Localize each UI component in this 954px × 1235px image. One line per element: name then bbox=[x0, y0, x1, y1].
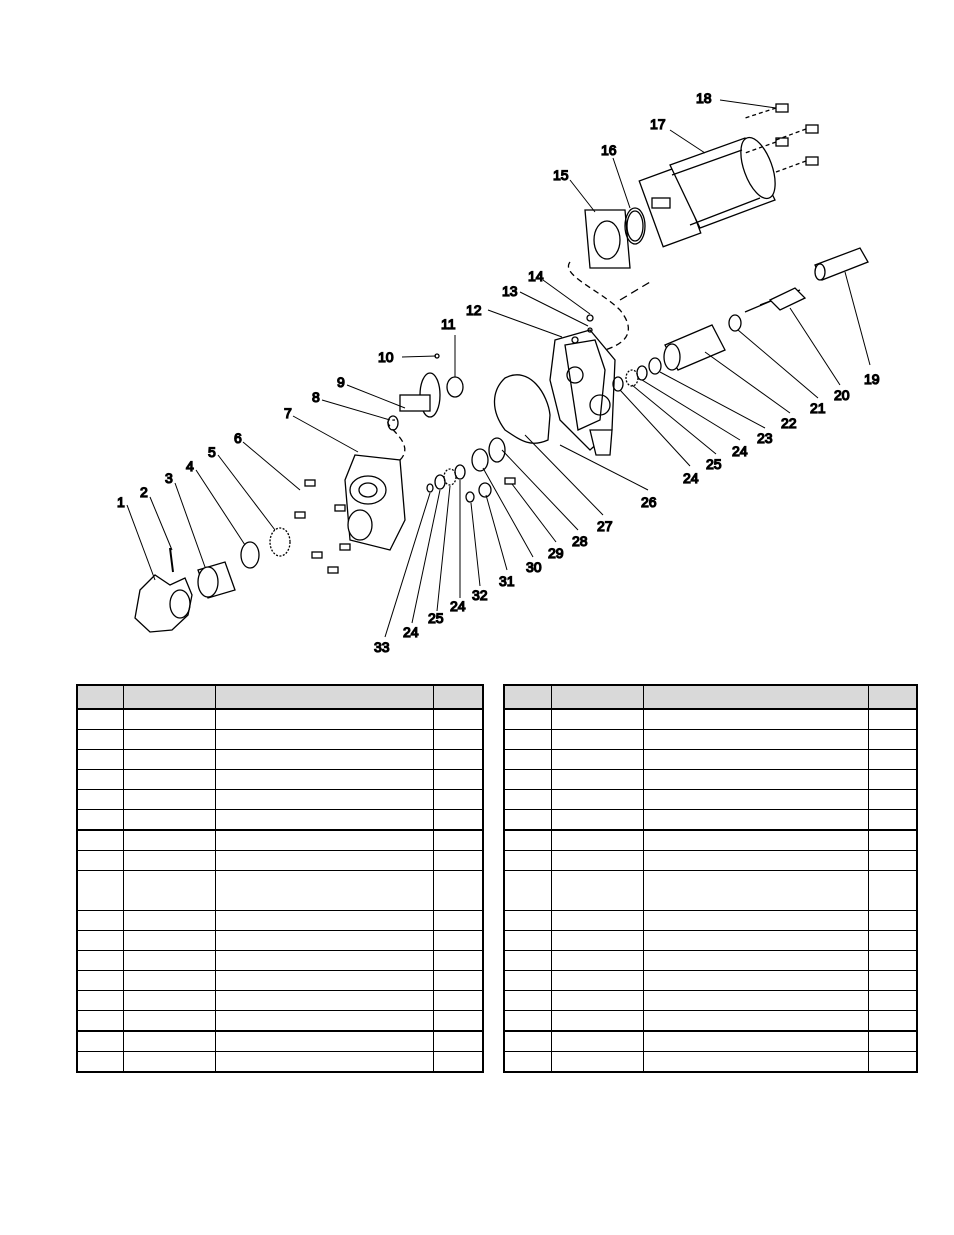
screw-group-6 bbox=[295, 480, 350, 573]
table-row bbox=[77, 931, 483, 951]
table-row bbox=[504, 871, 917, 911]
table-cell bbox=[123, 851, 215, 871]
callout-10: 10 bbox=[378, 349, 394, 365]
table-cell bbox=[551, 790, 643, 810]
column-header bbox=[869, 685, 917, 709]
table-cell bbox=[551, 871, 643, 911]
o-ring-16 bbox=[625, 208, 645, 244]
table-cell bbox=[551, 830, 643, 851]
table-cell bbox=[434, 730, 483, 750]
table-cell bbox=[216, 911, 434, 931]
table-cell bbox=[77, 1031, 123, 1052]
table-cell bbox=[77, 931, 123, 951]
table-cell bbox=[216, 730, 434, 750]
table-cell bbox=[504, 770, 551, 790]
table-row bbox=[504, 971, 917, 991]
table-row bbox=[504, 709, 917, 730]
table-cell bbox=[869, 730, 917, 750]
callout-32: 32 bbox=[472, 587, 488, 603]
table-cell bbox=[434, 951, 483, 971]
table-cell bbox=[551, 1011, 643, 1032]
callout-5: 5 bbox=[208, 444, 216, 460]
callout-28: 28 bbox=[572, 533, 588, 549]
column-header bbox=[216, 685, 434, 709]
callout-11: 11 bbox=[441, 316, 456, 332]
table-cell bbox=[216, 991, 434, 1011]
table-cell bbox=[216, 871, 434, 911]
table-cell bbox=[551, 709, 643, 730]
table-cell bbox=[504, 931, 551, 951]
table-cell bbox=[504, 871, 551, 911]
table-cell bbox=[504, 951, 551, 971]
table-cell bbox=[123, 911, 215, 931]
table-cell bbox=[551, 971, 643, 991]
table-cell bbox=[77, 951, 123, 971]
table-cell bbox=[434, 790, 483, 810]
table-cell bbox=[869, 871, 917, 911]
table-row bbox=[77, 1031, 483, 1052]
table-cell bbox=[644, 851, 869, 871]
table-cell bbox=[551, 1031, 643, 1052]
pin-2 bbox=[170, 548, 173, 572]
table-cell bbox=[551, 931, 643, 951]
parts-table-right bbox=[503, 684, 918, 1073]
parts-table-left bbox=[76, 684, 484, 1073]
table-cell bbox=[869, 1011, 917, 1032]
table-cell bbox=[644, 830, 869, 851]
table-cell bbox=[434, 1031, 483, 1052]
table-cell bbox=[869, 991, 917, 1011]
table-row bbox=[504, 1031, 917, 1052]
table-cell bbox=[216, 830, 434, 851]
table-cell bbox=[551, 911, 643, 931]
callout-4: 4 bbox=[186, 458, 194, 474]
table-cell bbox=[434, 851, 483, 871]
callout-24-a: 24 bbox=[732, 443, 748, 459]
table-cell bbox=[434, 991, 483, 1011]
table-cell bbox=[123, 730, 215, 750]
table-cell bbox=[644, 750, 869, 770]
column-header bbox=[644, 685, 869, 709]
table-cell bbox=[123, 971, 215, 991]
table-cell bbox=[551, 810, 643, 831]
table-cell bbox=[123, 709, 215, 730]
table-row bbox=[77, 810, 483, 831]
gear-5 bbox=[270, 528, 290, 556]
cover-plate-7 bbox=[345, 455, 405, 550]
callout-3: 3 bbox=[165, 470, 173, 486]
table-row bbox=[504, 951, 917, 971]
table-cell bbox=[434, 971, 483, 991]
table-cell bbox=[644, 1011, 869, 1032]
column-header bbox=[77, 685, 123, 709]
callout-24-c: 24 bbox=[450, 598, 466, 614]
table-cell bbox=[216, 971, 434, 991]
table-cell bbox=[434, 1052, 483, 1073]
callout-8: 8 bbox=[312, 389, 320, 405]
table-row bbox=[504, 911, 917, 931]
table-cell bbox=[77, 911, 123, 931]
table-cell bbox=[77, 730, 123, 750]
table-cell bbox=[123, 1031, 215, 1052]
table-cell bbox=[216, 851, 434, 871]
table-cell bbox=[869, 911, 917, 931]
table-cell bbox=[504, 810, 551, 831]
callout-26: 26 bbox=[641, 494, 657, 510]
table-row bbox=[77, 971, 483, 991]
table-cell bbox=[504, 1011, 551, 1032]
table-cell bbox=[123, 1052, 215, 1073]
table-cell bbox=[77, 971, 123, 991]
table-cell bbox=[869, 750, 917, 770]
table-cell bbox=[644, 1031, 869, 1052]
table-row bbox=[77, 871, 483, 911]
bushing-3 bbox=[198, 562, 235, 598]
table-cell bbox=[644, 790, 869, 810]
table-cell bbox=[434, 871, 483, 911]
table-cell bbox=[869, 770, 917, 790]
callout-25-b: 25 bbox=[428, 610, 444, 626]
table-cell bbox=[123, 1011, 215, 1032]
table-cell bbox=[434, 830, 483, 851]
table-cell bbox=[216, 1031, 434, 1052]
table-cell bbox=[216, 951, 434, 971]
table-cell bbox=[216, 1052, 434, 1073]
table-row bbox=[504, 931, 917, 951]
table-cell bbox=[644, 1052, 869, 1073]
table-cell bbox=[644, 951, 869, 971]
table-cell bbox=[869, 951, 917, 971]
callout-17: 17 bbox=[650, 116, 666, 132]
table-cell bbox=[504, 1052, 551, 1073]
table-header-row bbox=[504, 685, 917, 709]
callout-7: 7 bbox=[284, 405, 292, 421]
table-cell bbox=[216, 790, 434, 810]
table-cell bbox=[869, 1052, 917, 1073]
table-cell bbox=[434, 750, 483, 770]
table-row bbox=[77, 830, 483, 851]
table-cell bbox=[434, 911, 483, 931]
table-cell bbox=[216, 750, 434, 770]
callout-2: 2 bbox=[140, 484, 148, 500]
table-cell bbox=[77, 770, 123, 790]
table-cell bbox=[504, 790, 551, 810]
callout-22: 22 bbox=[781, 415, 797, 431]
table-row bbox=[77, 730, 483, 750]
table-cell bbox=[123, 931, 215, 951]
table-cell bbox=[551, 1052, 643, 1073]
assembly-path-b bbox=[388, 420, 405, 460]
callout-18: 18 bbox=[696, 90, 712, 106]
callout-24-d: 24 bbox=[403, 624, 419, 640]
table-cell bbox=[869, 931, 917, 951]
callout-30: 30 bbox=[526, 559, 542, 575]
callout-31: 31 bbox=[499, 573, 515, 589]
callout-20: 20 bbox=[834, 387, 850, 403]
table-row bbox=[77, 750, 483, 770]
callout-9: 9 bbox=[337, 374, 345, 390]
table-cell bbox=[77, 750, 123, 770]
table-cell bbox=[216, 770, 434, 790]
callout-15: 15 bbox=[553, 167, 569, 183]
table-cell bbox=[644, 931, 869, 951]
table-cell bbox=[77, 1052, 123, 1073]
table-cell bbox=[869, 1031, 917, 1052]
table-cell bbox=[123, 991, 215, 1011]
table-cell bbox=[869, 810, 917, 831]
table-row bbox=[77, 991, 483, 1011]
gasket-27 bbox=[494, 375, 550, 443]
table-cell bbox=[644, 730, 869, 750]
table-row bbox=[77, 951, 483, 971]
table-cell bbox=[123, 750, 215, 770]
table-cell bbox=[77, 991, 123, 1011]
table-cell bbox=[644, 770, 869, 790]
table-cell bbox=[77, 709, 123, 730]
table-cell bbox=[551, 730, 643, 750]
table-cell bbox=[123, 770, 215, 790]
callout-21: 21 bbox=[810, 400, 826, 416]
gasket-plate-15 bbox=[585, 210, 630, 268]
gear-shaft-9 bbox=[400, 373, 440, 417]
table-cell bbox=[123, 871, 215, 911]
table-cell bbox=[869, 709, 917, 730]
table-row bbox=[77, 770, 483, 790]
table-cell bbox=[77, 830, 123, 851]
table-cell bbox=[644, 971, 869, 991]
knob-1 bbox=[135, 575, 192, 632]
table-cell bbox=[77, 851, 123, 871]
drive-shaft-assembly bbox=[664, 248, 868, 370]
callout-33: 33 bbox=[374, 639, 390, 655]
table-cell bbox=[216, 810, 434, 831]
table-cell bbox=[644, 991, 869, 1011]
table-row bbox=[504, 810, 917, 831]
table-row bbox=[504, 770, 917, 790]
table-cell bbox=[77, 1011, 123, 1032]
table-cell bbox=[644, 911, 869, 931]
callout-1: 1 bbox=[117, 494, 125, 510]
table-cell bbox=[551, 750, 643, 770]
callout-29: 29 bbox=[548, 545, 564, 561]
table-row bbox=[504, 851, 917, 871]
table-cell bbox=[504, 991, 551, 1011]
callout-14: 14 bbox=[528, 268, 544, 284]
table-row bbox=[77, 709, 483, 730]
table-cell bbox=[504, 1031, 551, 1052]
table-row bbox=[77, 790, 483, 810]
table-cell bbox=[504, 830, 551, 851]
table-cell bbox=[216, 931, 434, 951]
motor-part bbox=[639, 133, 782, 247]
table-cell bbox=[77, 871, 123, 911]
table-cell bbox=[216, 1011, 434, 1032]
table-cell bbox=[551, 991, 643, 1011]
callout-13: 13 bbox=[502, 283, 518, 299]
table-cell bbox=[644, 810, 869, 831]
callout-24-b: 24 bbox=[683, 470, 699, 486]
table-cell bbox=[123, 951, 215, 971]
table-cell bbox=[869, 971, 917, 991]
callout-19: 19 bbox=[864, 371, 880, 387]
table-row bbox=[504, 750, 917, 770]
column-header bbox=[434, 685, 483, 709]
table-cell bbox=[123, 810, 215, 831]
table-row bbox=[77, 911, 483, 931]
table-cell bbox=[869, 851, 917, 871]
table-row bbox=[504, 1011, 917, 1032]
table-cell bbox=[434, 1011, 483, 1032]
table-cell bbox=[123, 830, 215, 851]
table-row bbox=[504, 730, 917, 750]
table-cell bbox=[434, 709, 483, 730]
table-cell bbox=[644, 871, 869, 911]
table-cell bbox=[504, 709, 551, 730]
table-cell bbox=[551, 851, 643, 871]
column-header bbox=[504, 685, 551, 709]
table-header-row bbox=[77, 685, 483, 709]
assembly-path-c bbox=[620, 282, 650, 300]
table-cell bbox=[504, 911, 551, 931]
callout-25-a: 25 bbox=[706, 456, 722, 472]
table-cell bbox=[551, 951, 643, 971]
callout-6: 6 bbox=[234, 430, 242, 446]
table-row bbox=[77, 851, 483, 871]
table-cell bbox=[216, 709, 434, 730]
callout-16: 16 bbox=[601, 142, 617, 158]
table-row bbox=[504, 830, 917, 851]
table-cell bbox=[434, 931, 483, 951]
table-cell bbox=[504, 971, 551, 991]
callout-12: 12 bbox=[466, 302, 482, 318]
table-cell bbox=[504, 750, 551, 770]
table-row bbox=[504, 1052, 917, 1073]
column-header bbox=[551, 685, 643, 709]
callout-27: 27 bbox=[597, 518, 613, 534]
table-cell bbox=[504, 730, 551, 750]
table-cell bbox=[77, 790, 123, 810]
table-row bbox=[504, 991, 917, 1011]
table-cell bbox=[551, 770, 643, 790]
table-cell bbox=[644, 709, 869, 730]
table-cell bbox=[434, 770, 483, 790]
callout-23: 23 bbox=[757, 430, 773, 446]
table-row bbox=[77, 1011, 483, 1032]
table-cell bbox=[869, 830, 917, 851]
ring-4 bbox=[241, 542, 259, 568]
o-ring-16-inner bbox=[627, 211, 643, 241]
table-cell bbox=[123, 790, 215, 810]
table-cell bbox=[504, 851, 551, 871]
gear-housing-12 bbox=[550, 330, 615, 455]
table-cell bbox=[434, 810, 483, 831]
column-header bbox=[123, 685, 215, 709]
table-row bbox=[77, 1052, 483, 1073]
table-row bbox=[504, 790, 917, 810]
table-cell bbox=[869, 790, 917, 810]
table-cell bbox=[77, 810, 123, 831]
